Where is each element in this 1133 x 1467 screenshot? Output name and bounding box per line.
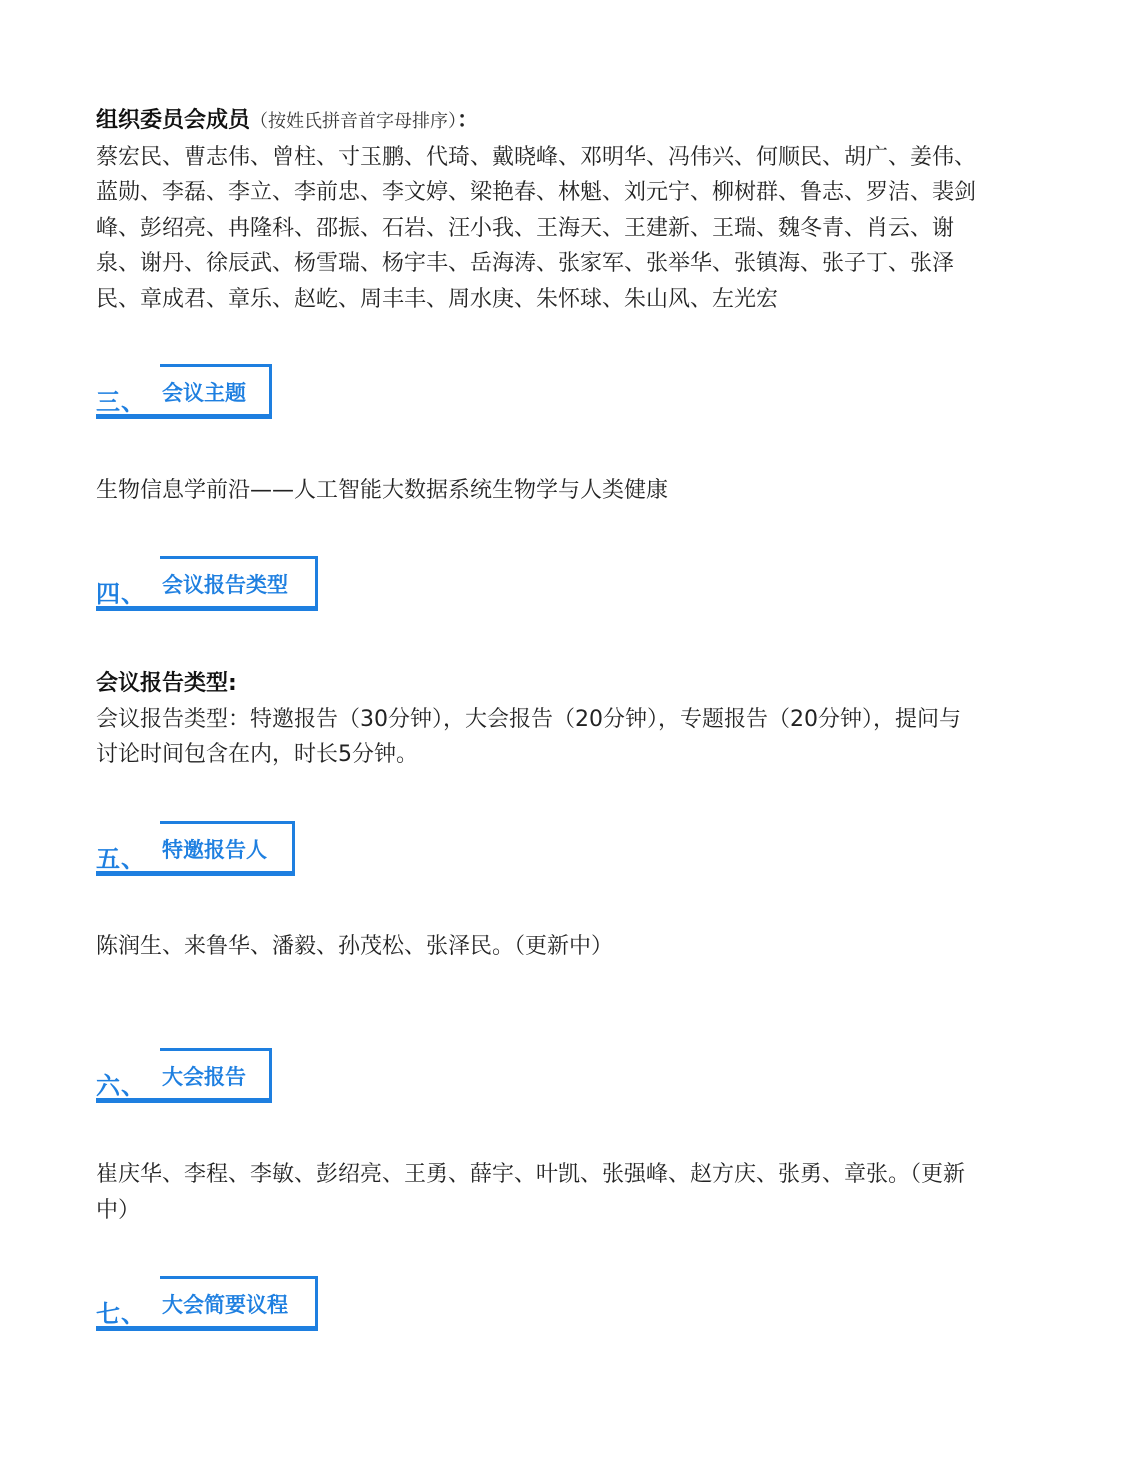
section-title: 会议报告类型 — [162, 573, 288, 597]
committee-note: （按姓氏拼音首字母排序） — [250, 111, 458, 132]
committee-block — [96, 103, 1036, 317]
report-types-block — [96, 666, 1036, 773]
plenary-line: 中） — [96, 1197, 141, 1223]
committee-line: 民、章成君、章乐、赵屹、周丰丰、周水庚、朱怀球、朱山风、左光宏 — [96, 286, 779, 312]
theme-text: 生物信息学前沿——人工智能大数据系统生物学与人类健康 — [96, 478, 669, 503]
invited-speakers-text: 陈润生、来鲁华、潘毅、孙茂松、张泽民。（更新中） — [96, 934, 614, 959]
section-title: 特邀报告人 — [162, 838, 267, 862]
section-number: 六、 — [96, 1072, 146, 1100]
committee-line: 泉、谢丹、徐辰武、杨雪瑞、杨宇丰、岳海涛、张家军、张举华、张镇海、张子丁、张泽 — [96, 251, 955, 276]
section-number: 五、 — [96, 845, 146, 873]
section-title: 会议主题 — [162, 381, 246, 405]
report-types-heading: 会议报告类型: — [96, 671, 237, 696]
committee-colon: ： — [457, 108, 480, 133]
section-title: 大会报告 — [162, 1065, 246, 1089]
section-number: 三、 — [96, 388, 146, 416]
committee-heading — [96, 103, 1036, 140]
report-types-line: 会议报告类型：特邀报告（30分钟），大会报告（20分钟），专题报告（20分钟），提问与 — [96, 706, 961, 732]
committee-line: 蓝勋、李磊、李立、李前忠、李文婷、梁艳春、林魁、刘元宁、柳树群、鲁志、罗洁、裴剑 — [96, 180, 977, 205]
committee-line: 蔡宏民、曹志伟、曾柱、寸玉鹏、代琦、戴晓峰、邓明华、冯伟兴、何顺民、胡广、姜伟、 — [96, 144, 977, 170]
section-number: 七、 — [96, 1300, 146, 1328]
plenary-line: 崔庆华、李程、李敏、彭绍亮、王勇、薛宇、叶凯、张强峰、赵方庆、张勇、章张。（更新 — [96, 1162, 966, 1187]
committee-title: 组织委员会成员 — [96, 108, 251, 133]
section-number: 四、 — [96, 580, 146, 608]
committee-line: 峰、彭绍亮、冉隆科、邵振、石岩、汪小我、王海天、王建新、王瑞、魏冬青、肖云、谢 — [96, 215, 955, 241]
section-title: 大会简要议程 — [162, 1293, 288, 1317]
plenary-block — [96, 1157, 1036, 1228]
report-types-line: 讨论时间包含在内，时长5分钟。 — [96, 742, 418, 767]
